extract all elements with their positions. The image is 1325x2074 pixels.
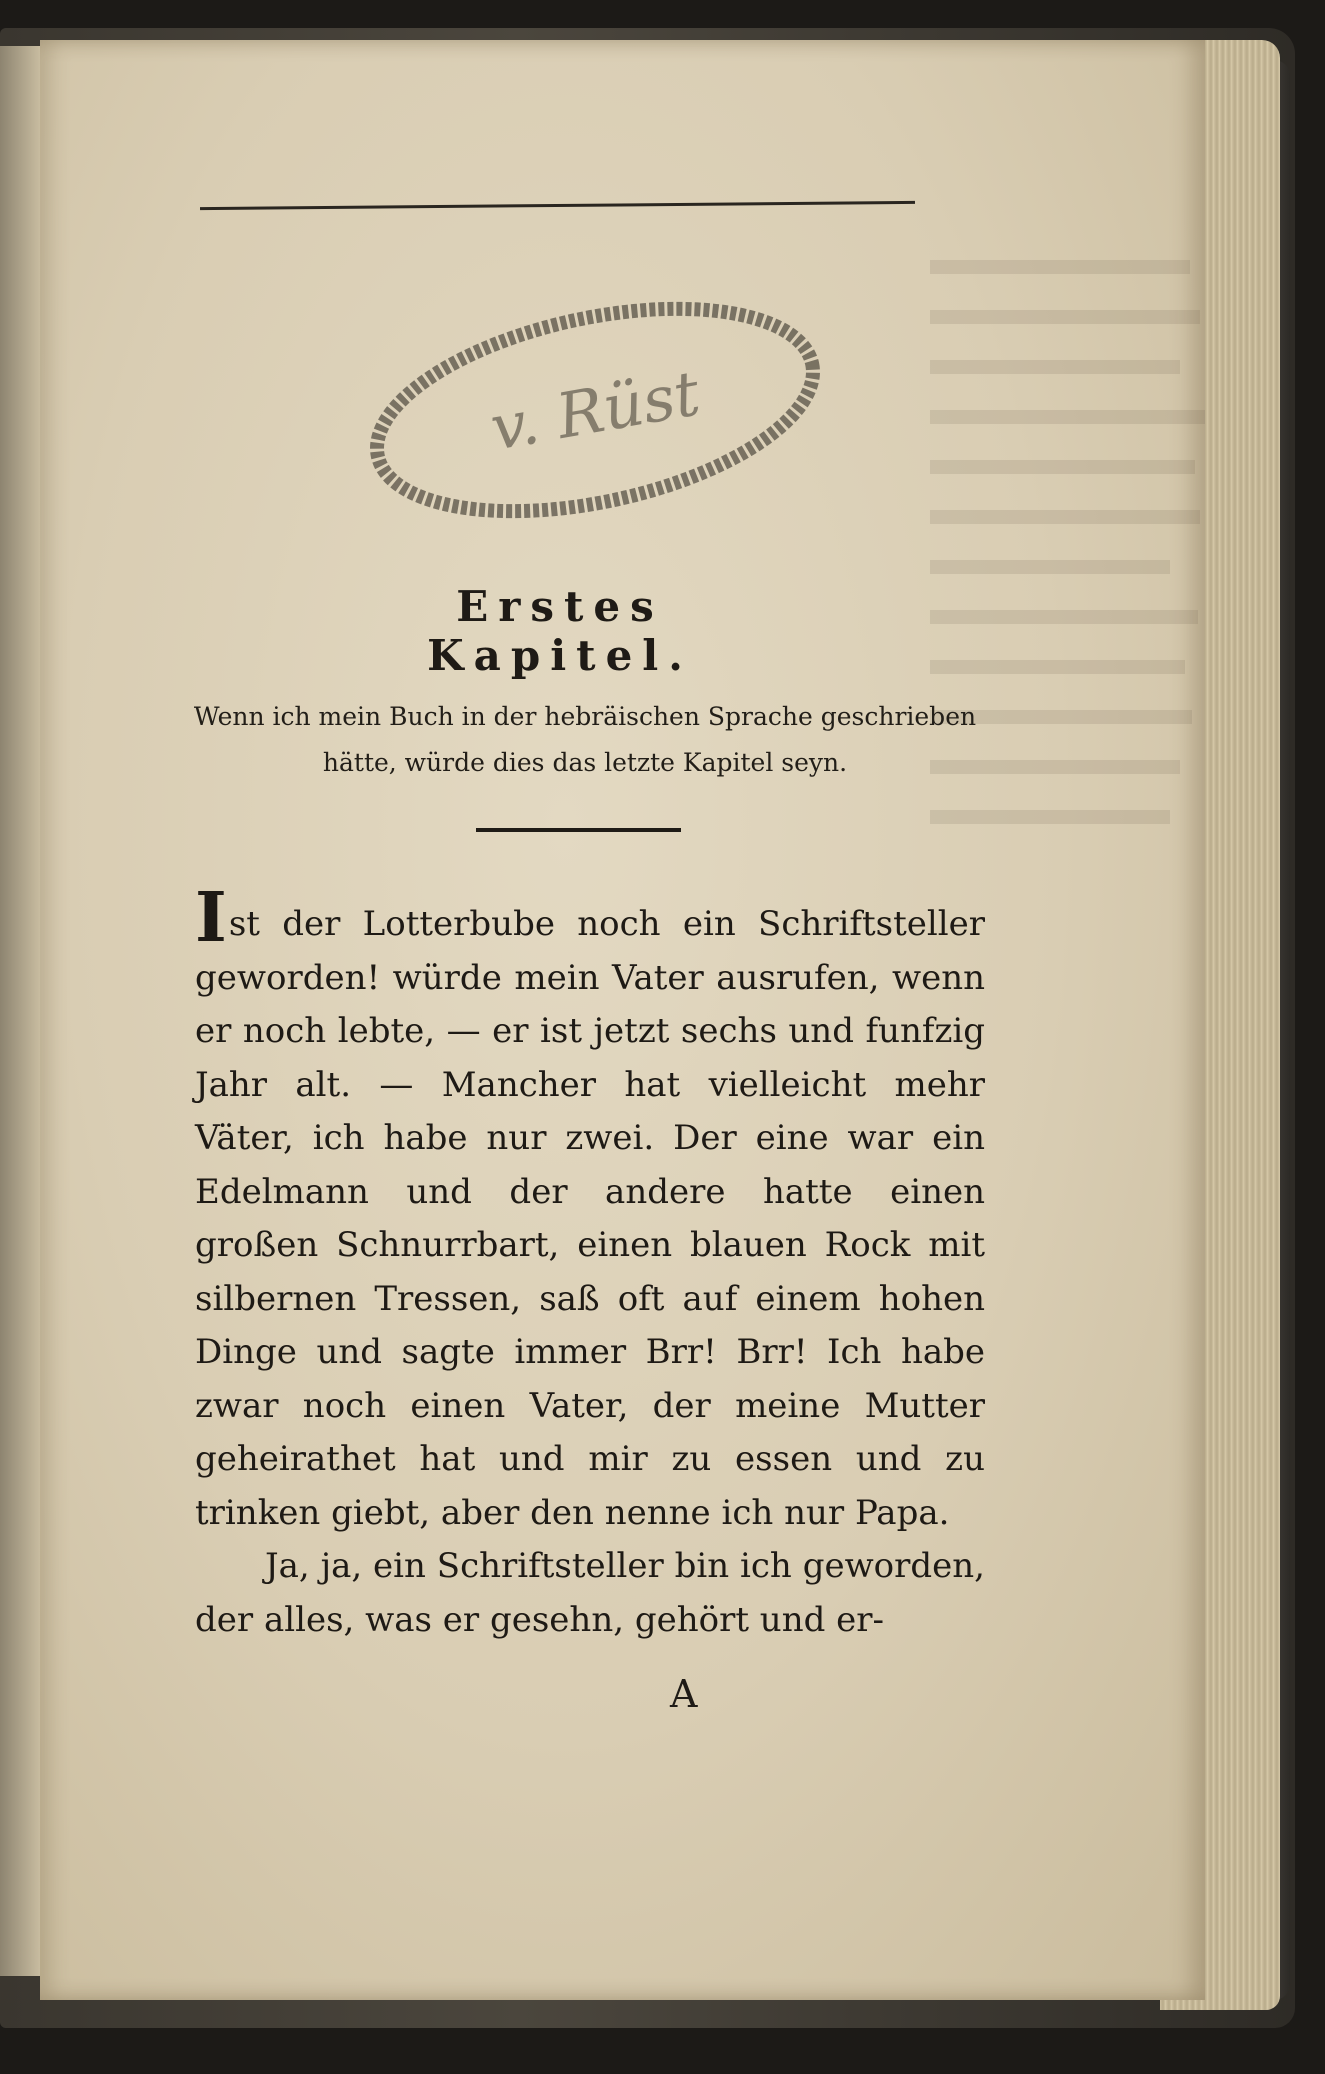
paragraph-2: Ja, ja, ein Schriftsteller bin ich geworden, der alles, was er gesehn, gehört und er- xyxy=(195,1546,985,1640)
chapter-subtitle: Wenn ich mein Buch in der hebräischen Sprache geschrieben hätte, würde dies das letzte Kapitel seyn. xyxy=(193,702,977,777)
chapter-title: Erstes Kapitel. xyxy=(427,582,693,680)
paragraph-1 xyxy=(195,878,985,1540)
show-through-text xyxy=(930,250,1220,886)
drop-cap: I xyxy=(195,878,227,958)
facing-page-edge xyxy=(0,46,40,1976)
paragraph-1-text: st der Lotterbube noch ein Schriftsteller geworden! würde mein Vater ausrufen, wenn er noch lebte, — er ist jetzt sechs und funfzig Jahr alt. — Mancher hat vielleicht mehr Väter, ich habe nur zwei. Der eine war ein Edelmann und der andere hatte einen großen Schnurrbart, einen blauen Rock mit silbernen Tressen, saß oft auf einem hohen Dinge und sagte immer Brr! Brr! Ich habe zwar noch einen Vater, der meine Mutter geheirathet hat und mir zu essen und zu trinken giebt, aber den nenne ich nur Papa. xyxy=(195,904,985,1533)
body-text xyxy=(195,878,985,1647)
signature-mark: A xyxy=(670,1672,698,1716)
stamp-text: v. Rüst xyxy=(485,355,705,465)
section-rule xyxy=(476,828,681,832)
library-stamp xyxy=(360,290,830,530)
